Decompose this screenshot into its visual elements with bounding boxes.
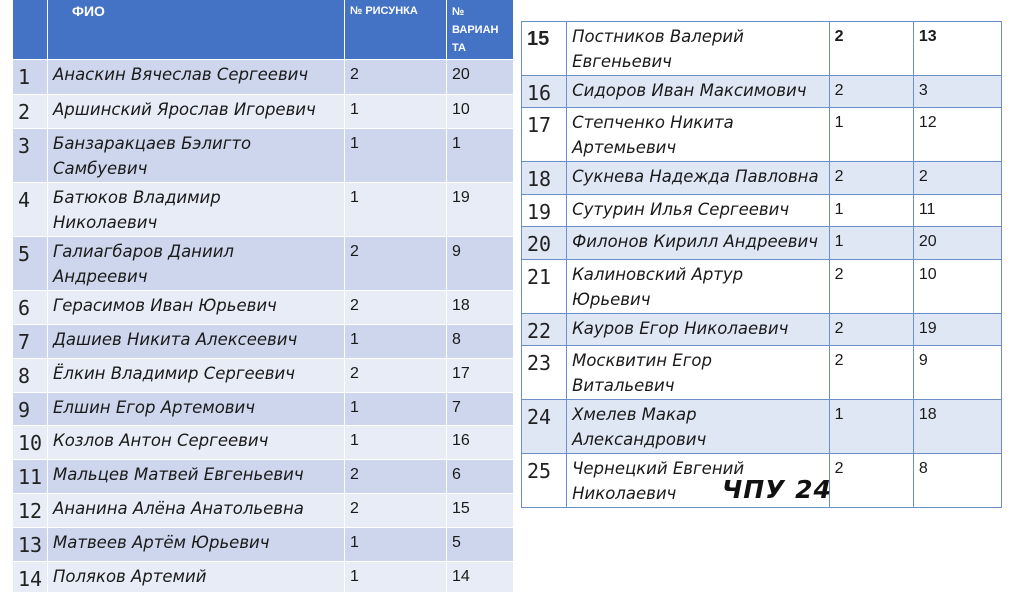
student-name — [567, 195, 830, 227]
row-number: 13 — [13, 528, 48, 562]
students-table-left — [12, 0, 514, 593]
variant-number: 11 — [913, 195, 1001, 227]
name-line: Ананина Алёна Анатольевна — [53, 499, 304, 518]
row-number: 22 — [522, 314, 567, 346]
student-name — [48, 426, 345, 460]
name-line: Витальевич — [572, 376, 675, 395]
name-line: Андреевич — [53, 267, 148, 286]
table-row — [13, 237, 514, 291]
name-line: Матвеев Артём Юрьевич — [53, 533, 270, 552]
name-line: Мальцев Матвей Евгеньевич — [53, 465, 304, 484]
name-line: Чернецкий Евгений — [572, 459, 745, 478]
table-row — [522, 195, 1002, 227]
table-row — [522, 162, 1002, 195]
name-line: Николаевич — [572, 484, 677, 503]
name-line: Елшин Егор Артемович — [53, 398, 255, 417]
row-number: 23 — [522, 346, 567, 400]
variant-number: 15 — [447, 494, 514, 528]
variant-number: 5 — [447, 528, 514, 562]
variant-number: 6 — [447, 460, 514, 494]
variant-number: 18 — [447, 291, 514, 325]
figure-number: 1 — [345, 528, 447, 562]
figure-number: 1 — [345, 426, 447, 460]
row-number: 12 — [13, 494, 48, 528]
name-line: Александрович — [572, 430, 707, 449]
table-row — [522, 314, 1002, 346]
name-line: Аршинский Ярослав Игоревич — [53, 100, 316, 119]
figure-number: 1 — [345, 393, 447, 426]
table-row — [13, 325, 514, 359]
table-row — [13, 95, 514, 129]
name-line: Юрьевич — [572, 290, 651, 309]
name-line: Дашиев Никита Алексеевич — [53, 330, 298, 349]
name-line: Сукнева Надежда Павловна — [572, 167, 819, 186]
student-name — [567, 260, 830, 314]
table-row — [13, 393, 514, 426]
student-name — [48, 60, 345, 95]
figure-number: 2 — [829, 76, 913, 108]
header-number — [13, 0, 48, 60]
figure-number: 1 — [829, 108, 913, 162]
name-line: Калиновский Артур — [572, 265, 744, 284]
student-name — [48, 325, 345, 359]
variant-number: 10 — [913, 260, 1001, 314]
name-line: Степченко Никита — [572, 113, 734, 132]
figure-number: 1 — [829, 227, 913, 260]
table-row — [13, 129, 514, 183]
student-name — [567, 76, 830, 108]
table-row — [522, 108, 1002, 162]
student-name — [48, 494, 345, 528]
table-row — [522, 400, 1002, 454]
table-row — [13, 359, 514, 393]
figure-number: 2 — [829, 454, 913, 508]
variant-number: 18 — [913, 400, 1001, 454]
row-number: 9 — [13, 393, 48, 426]
figure-number: 2 — [829, 22, 913, 76]
name-line: Анаскин Вячеслав Сергеевич — [53, 65, 309, 84]
variant-number: 19 — [913, 314, 1001, 346]
row-number: 19 — [522, 195, 567, 227]
name-line: Галиагбаров Даниил — [53, 242, 234, 261]
row-number: 5 — [13, 237, 48, 291]
variant-number: 9 — [447, 237, 514, 291]
figure-number: 1 — [345, 562, 447, 593]
figure-number: 2 — [345, 291, 447, 325]
row-number: 16 — [522, 76, 567, 108]
figure-number: 2 — [345, 460, 447, 494]
row-number: 14 — [13, 562, 48, 593]
figure-number: 1 — [829, 400, 913, 454]
table-row — [13, 562, 514, 593]
variant-number: 2 — [913, 162, 1001, 195]
name-line: Николаевич — [53, 213, 158, 232]
table-row — [13, 426, 514, 460]
row-number: 4 — [13, 183, 48, 237]
name-line: Сидоров Иван Максимович — [572, 81, 807, 100]
name-line: Кауров Егор Николаевич — [572, 319, 789, 338]
table-row — [522, 22, 1002, 76]
figure-number: 2 — [829, 346, 913, 400]
figure-number: 1 — [345, 95, 447, 129]
student-name — [48, 528, 345, 562]
student-name — [48, 237, 345, 291]
name-line: Постников Валерий — [572, 27, 744, 46]
student-name — [48, 183, 345, 237]
student-name — [567, 227, 830, 260]
variant-number: 13 — [913, 22, 1001, 76]
student-name — [48, 291, 345, 325]
table-row — [522, 260, 1002, 314]
row-number: 24 — [522, 400, 567, 454]
figure-number: 2 — [829, 260, 913, 314]
name-line: Герасимов Иван Юрьевич — [53, 296, 277, 315]
name-line: Ёлкин Владимир Сергеевич — [53, 364, 296, 383]
table-row — [13, 494, 514, 528]
variant-number: 19 — [447, 183, 514, 237]
variant-number: 17 — [447, 359, 514, 393]
name-line: Поляков Артемий — [53, 567, 207, 586]
figure-number: 1 — [345, 325, 447, 359]
variant-number: 10 — [447, 95, 514, 129]
name-line: Банзаракцаев Бэлигто — [53, 134, 252, 153]
row-number: 25 — [522, 454, 567, 508]
name-line: Артемьевич — [572, 138, 677, 157]
variant-number: 20 — [447, 60, 514, 95]
row-number: 8 — [13, 359, 48, 393]
student-name — [567, 400, 830, 454]
figure-number: 2 — [345, 494, 447, 528]
name-line: Самбуевич — [53, 159, 148, 178]
name-line: Хмелев Макар — [572, 405, 697, 424]
variant-number: 14 — [447, 562, 514, 593]
row-number: 2 — [13, 95, 48, 129]
figure-number: 1 — [345, 129, 447, 183]
header-name: ФИО — [48, 0, 345, 60]
student-name — [567, 22, 830, 76]
student-name — [48, 95, 345, 129]
variant-number: 16 — [447, 426, 514, 460]
student-name — [567, 314, 830, 346]
row-number: 6 — [13, 291, 48, 325]
name-line: Козлов Антон Сергеевич — [53, 431, 269, 450]
figure-number: 2 — [345, 237, 447, 291]
student-name — [48, 359, 345, 393]
table-row — [13, 460, 514, 494]
variant-number: 1 — [447, 129, 514, 183]
figure-number: 2 — [345, 60, 447, 95]
row-number: 17 — [522, 108, 567, 162]
figure-number: 2 — [345, 359, 447, 393]
variant-number: 12 — [913, 108, 1001, 162]
students-table-right — [521, 21, 1002, 508]
variant-number: 8 — [913, 454, 1001, 508]
row-number: 1 — [13, 60, 48, 95]
table-row — [13, 291, 514, 325]
table-row — [522, 346, 1002, 400]
row-number: 20 — [522, 227, 567, 260]
student-name — [48, 562, 345, 593]
row-number: 21 — [522, 260, 567, 314]
variant-number: 20 — [913, 227, 1001, 260]
figure-number: 2 — [829, 314, 913, 346]
table-header-row — [13, 0, 514, 60]
name-line: Филонов Кирилл Андреевич — [572, 232, 818, 251]
table-row — [13, 183, 514, 237]
figure-number: 1 — [345, 183, 447, 237]
table-row — [13, 60, 514, 95]
row-number: 7 — [13, 325, 48, 359]
row-number: 3 — [13, 129, 48, 183]
student-name — [48, 460, 345, 494]
row-number: 15 — [522, 22, 567, 76]
variant-number: 9 — [913, 346, 1001, 400]
name-line: Москвитин Егор — [572, 351, 712, 370]
row-number: 10 — [13, 426, 48, 460]
figure-number: 2 — [829, 162, 913, 195]
variant-number: 7 — [447, 393, 514, 426]
table-row — [522, 227, 1002, 260]
header-variant: № ВАРИАН ТА — [447, 0, 514, 60]
student-name — [567, 108, 830, 162]
row-number: 18 — [522, 162, 567, 195]
variant-number: 8 — [447, 325, 514, 359]
name-line: Батюков Владимир — [53, 188, 221, 207]
group-label: ЧПУ 24 — [722, 475, 832, 504]
student-name — [48, 393, 345, 426]
figure-number: 1 — [829, 195, 913, 227]
student-name — [567, 162, 830, 195]
table-row — [13, 528, 514, 562]
name-line: Сутурин Илья Сергеевич — [572, 200, 790, 219]
table-row — [522, 76, 1002, 108]
header-figure: № РИСУНКА — [345, 0, 447, 60]
name-line: Евгеньевич — [572, 52, 672, 71]
row-number: 11 — [13, 460, 48, 494]
student-name — [48, 129, 345, 183]
variant-number: 3 — [913, 76, 1001, 108]
student-name — [567, 346, 830, 400]
